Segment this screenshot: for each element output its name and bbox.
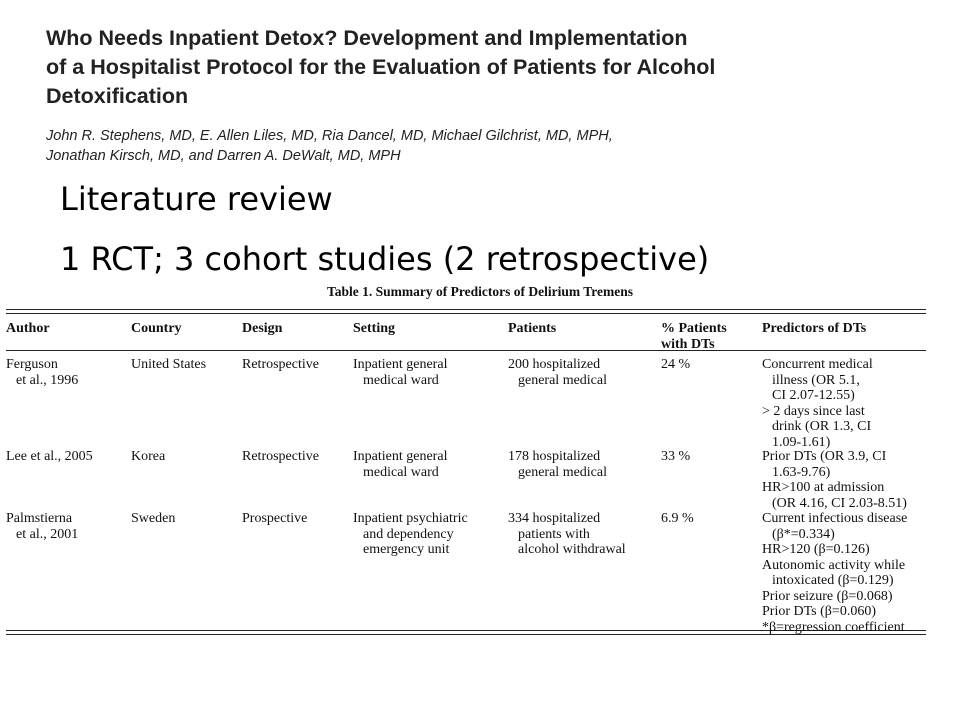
cell-patients: [508, 357, 607, 388]
predictors-table: [6, 309, 926, 635]
cell-country: United States: [131, 357, 207, 372]
cell-line: Concurrent medical: [762, 357, 873, 372]
cell-predictors: [762, 511, 907, 635]
cell-predictors: [762, 449, 907, 511]
table-header-row: [6, 314, 926, 350]
cell-author: [6, 357, 78, 388]
cell-line: Inpatient general: [353, 357, 448, 372]
cell-patients: [508, 449, 607, 480]
cell-line: et al., 1996: [16, 372, 79, 388]
author-line: John R. Stephens, MD, E. Allen Liles, MD, Ria Dancel, MD, Michael Gilchrist, MD, MPH,: [46, 128, 613, 144]
cell-design: Retrospective: [242, 449, 319, 464]
cell-line: Palmstierna: [6, 511, 73, 526]
cell-line: alcohol withdrawal: [518, 542, 626, 557]
paper-title: [46, 24, 826, 111]
cell-line: drink (OR 1.3, CI: [772, 419, 872, 434]
cell-line: Prior DTs (β=0.060): [762, 604, 876, 619]
cell-line: patients with: [518, 526, 590, 542]
cell-line: 1.63-9.76): [772, 464, 831, 480]
cell-line: medical ward: [363, 372, 439, 388]
paper-title-line: Who Needs Inpatient Detox? Development and Implementation: [46, 26, 688, 50]
header-design: Design: [242, 321, 283, 336]
header-setting: Setting: [353, 321, 395, 336]
cell-line: 1.09-1.61): [772, 434, 831, 450]
cell-pct: 6.9 %: [661, 511, 694, 526]
cell-setting: [353, 511, 468, 558]
cell-line: 200 hospitalized: [508, 357, 601, 372]
table-row: [6, 351, 926, 450]
header-pct-with-dts: [661, 321, 727, 352]
paper-title-line: Detoxification: [46, 84, 189, 108]
cell-country: Korea: [131, 449, 166, 464]
cell-line: HR>120 (β=0.126): [762, 542, 870, 557]
cell-line: general medical: [518, 372, 608, 388]
table-row: [6, 443, 926, 511]
cell-design: Retrospective: [242, 357, 319, 372]
cell-line: Ferguson: [6, 357, 58, 372]
header-author: Author: [6, 321, 50, 336]
slide-bullet-study-summary: 1 RCT; 3 cohort studies (2 retrospective): [60, 240, 710, 278]
cell-line: Prior DTs (OR 3.9, CI: [762, 449, 887, 464]
cell-line: Current infectious disease: [762, 511, 908, 526]
cell-line: Prior seizure (β=0.068): [762, 588, 893, 604]
cell-design: Prospective: [242, 511, 308, 526]
cell-pct: 33 %: [661, 449, 691, 464]
cell-setting: [353, 357, 447, 388]
cell-line: illness (OR 5.1,: [772, 372, 860, 388]
paper-title-line: of a Hospitalist Protocol for the Evaluation of Patients for Alcohol: [46, 55, 716, 79]
slide-bullet-literature-review: Literature review: [60, 180, 333, 218]
cell-line: et al., 2001: [16, 526, 79, 542]
table-caption: Table 1. Summary of Predictors of Delirium Tremens: [327, 284, 633, 299]
paper-authors: [46, 126, 826, 166]
cell-line: Inpatient psychiatric: [353, 511, 468, 526]
cell-line: (OR 4.16, CI 2.03-8.51): [772, 495, 907, 511]
cell-pct: 24 %: [661, 357, 691, 372]
cell-author: [6, 449, 93, 465]
cell-setting: [353, 449, 447, 480]
cell-line: and dependency: [363, 526, 454, 542]
cell-line: HR>100 at admission: [762, 480, 885, 495]
cell-line: *β=regression coefficient: [762, 619, 905, 635]
header-pct-line: with DTs: [661, 336, 715, 352]
cell-line: > 2 days since last: [762, 403, 865, 419]
header-patients: Patients: [508, 321, 557, 336]
cell-line: Lee et al., 2005: [6, 449, 93, 464]
cell-line: Inpatient general: [353, 449, 448, 464]
cell-patients: [508, 511, 626, 558]
cell-line: 178 hospitalized: [508, 449, 601, 464]
cell-line: emergency unit: [363, 542, 450, 557]
header-pct-line: % Patients: [661, 321, 727, 336]
cell-author: [6, 511, 78, 542]
author-line: Jonathan Kirsch, MD, and Darren A. DeWalt, MD, MPH: [46, 148, 401, 164]
cell-country: Sweden: [131, 511, 176, 526]
header-country: Country: [131, 321, 182, 336]
header-predictors: Predictors of DTs: [762, 321, 867, 336]
cell-line: medical ward: [363, 464, 439, 480]
cell-line: Autonomic activity while: [762, 557, 906, 573]
cell-line: 334 hospitalized: [508, 511, 601, 526]
cell-predictors: [762, 357, 873, 450]
cell-line: intoxicated (β=0.129): [772, 573, 894, 588]
table-row: [6, 505, 926, 635]
cell-line: general medical: [518, 464, 608, 480]
cell-line: CI 2.07-12.55): [772, 388, 855, 403]
cell-line: (β*=0.334): [772, 526, 835, 542]
